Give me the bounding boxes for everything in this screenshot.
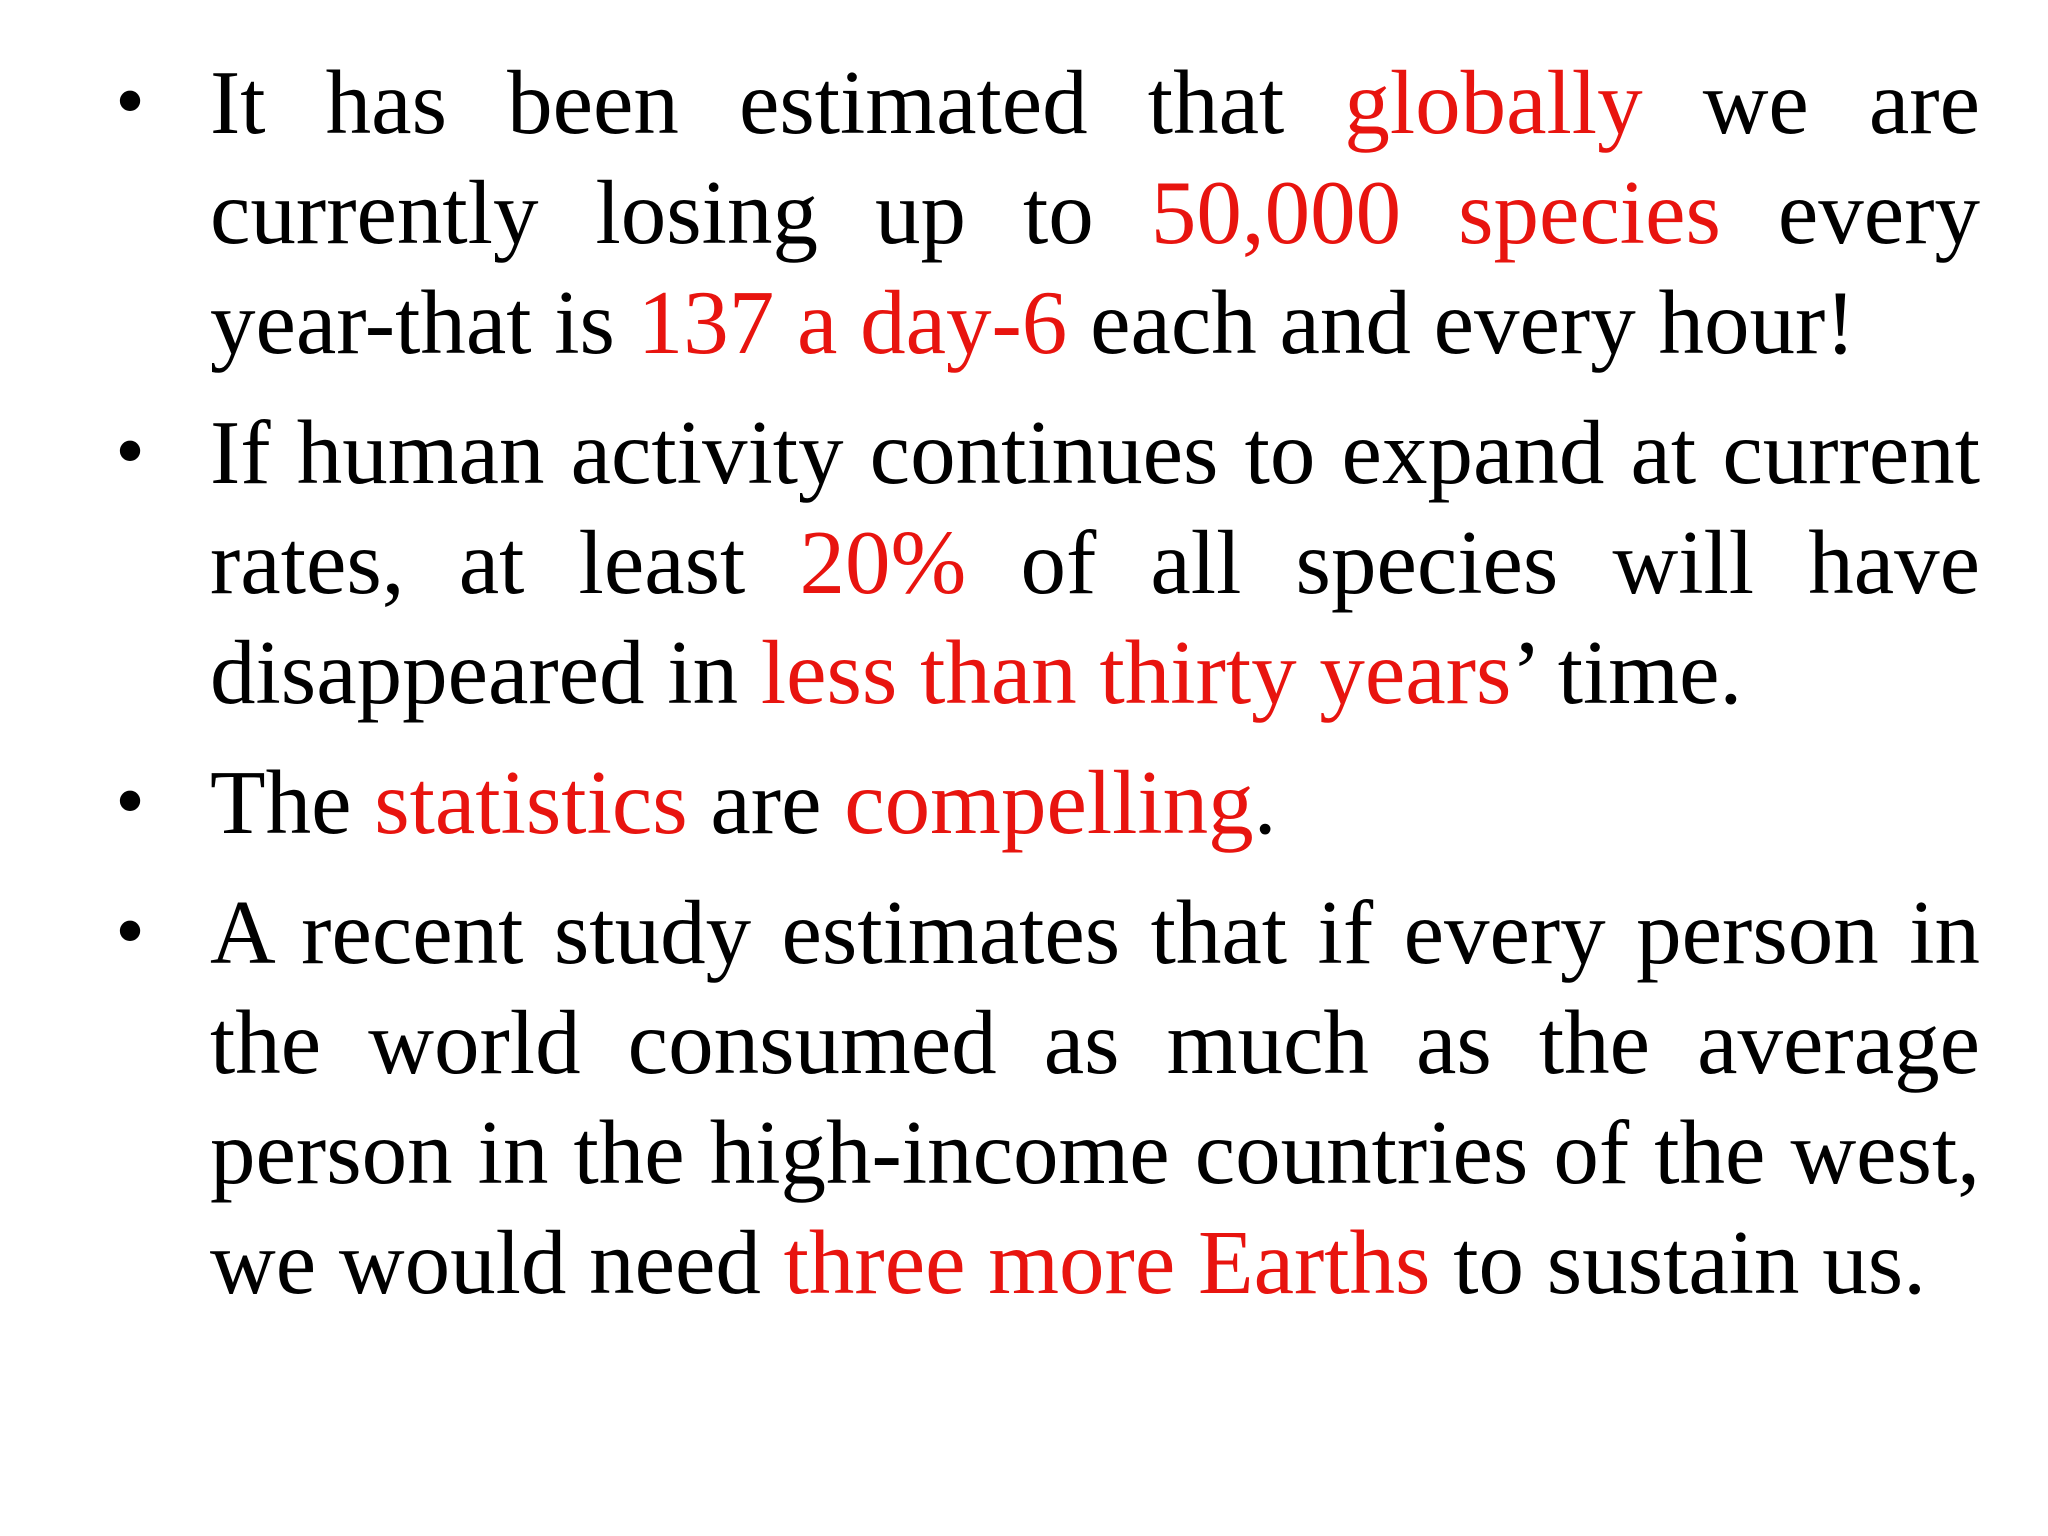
bullet-icon: • (109, 412, 151, 494)
text-segment: every year-that is (210, 162, 1981, 373)
bullet-icon: • (109, 892, 151, 974)
highlighted-text: 50,000 species (1150, 162, 1721, 263)
highlighted-text: globally (1344, 52, 1643, 153)
highlighted-text: compelling (844, 752, 1254, 853)
highlighted-text: statistics (374, 752, 688, 853)
text-segment: each and every hour! (1067, 272, 1856, 373)
bullet-item-1 (100, 48, 1980, 378)
bullet-item-3 (100, 748, 1980, 858)
bullet-icon: • (109, 762, 151, 844)
text-segment: of all species will have disappeared in (210, 512, 1980, 723)
bullet-item-4 (100, 878, 1980, 1318)
highlighted-text: less than thirty years (760, 622, 1512, 723)
text-segment: If human activity continues to expand at current rates, at least (210, 402, 1980, 613)
text-segment: . (1253, 752, 1277, 853)
text-segment: we are currently losing up to (210, 52, 1980, 263)
highlighted-text: 20% (799, 512, 967, 613)
text-segment: are (687, 752, 845, 853)
highlighted-text: 137 a day-6 (637, 272, 1068, 373)
bullet-list (100, 48, 1980, 1338)
bullet-icon: • (109, 62, 151, 144)
text-segment: to sustain us. (1430, 1212, 1926, 1313)
text-segment: The (210, 752, 375, 853)
text-segment: A recent study estimates that if every person in the world consumed as much as the average person in the high-income countries of the west, we would need (210, 882, 1980, 1313)
text-segment: ’ time. (1511, 622, 1743, 723)
text-segment: It has been estimated that (210, 52, 1345, 153)
highlighted-text: three more Earths (783, 1212, 1431, 1313)
bullet-item-2 (100, 398, 1980, 728)
